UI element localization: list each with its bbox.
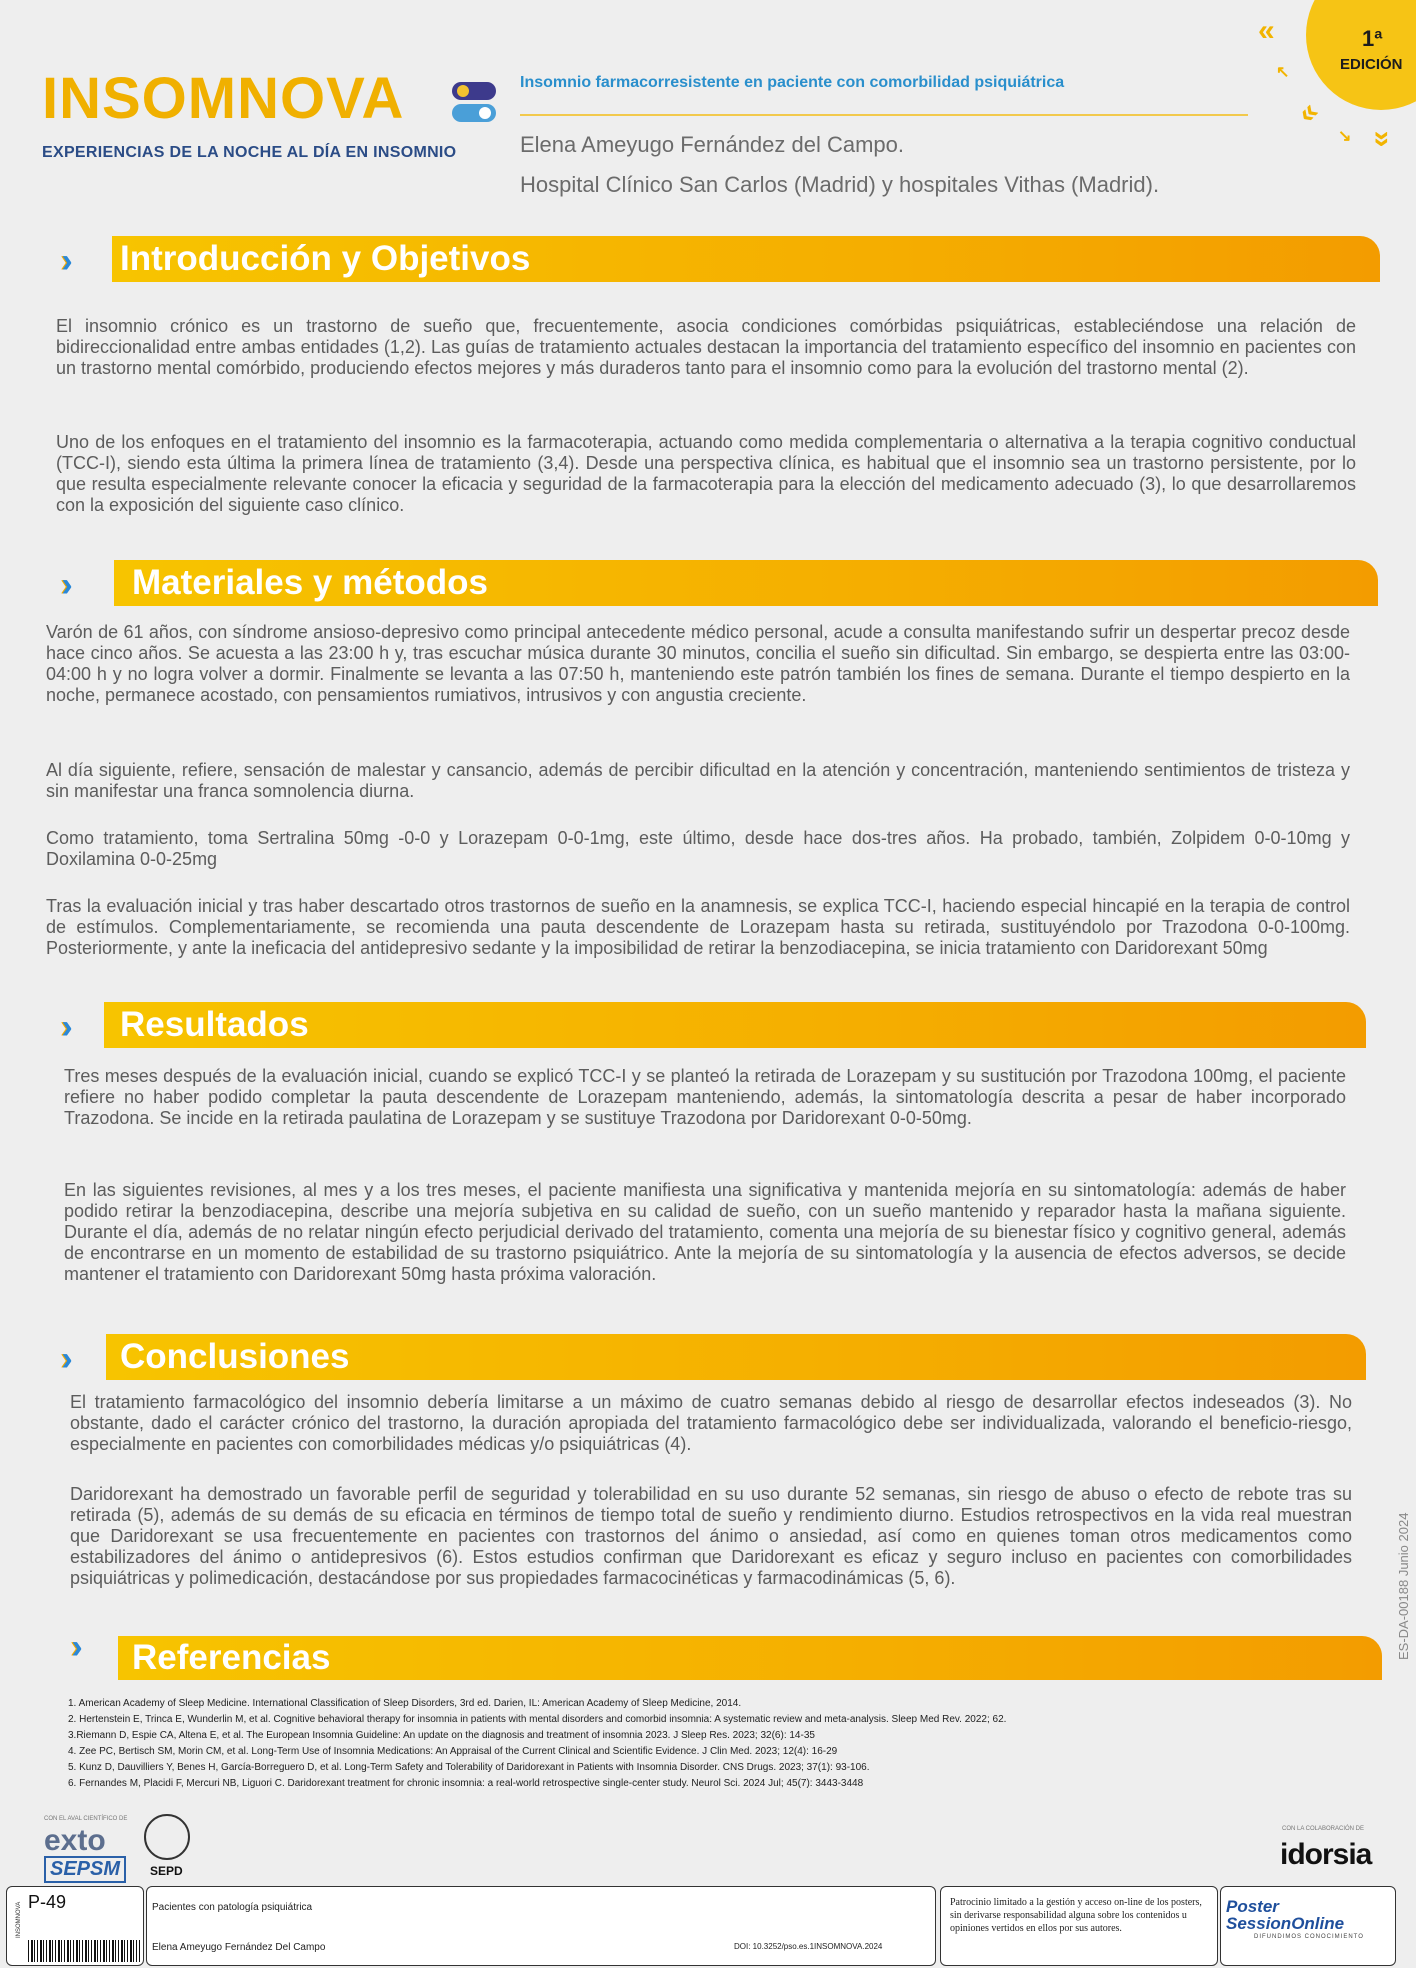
pso-logo-line1: Poster — [1226, 1897, 1279, 1916]
reference-item: 4. Zee PC, Bertisch SM, Morin CM, et al. Long-Term Use of Insomnia Medications: An Appraisal of the Current Clinical and Scientific Evidence. J Clin Med. 2023; 12(4): 16-29 — [68, 1746, 838, 1757]
conclusions-paragraph-2: Daridorexant ha demostrado un favorable perfil de seguridad y tolerabilidad en su uso durante 52 semanas, sin riesgo de abuso o efecto de rebote tras su retirada (5), además de su demás de su eficacia en términos de tiempo total de sueño y rendimiento diurno. Estudios retrospectivos en la vida real muestran que Daridorexant se usa frecuentemente en pacientes con trastornos del ánimo o ansiedad, así como en quienes toman otros medicamentos como estabilizadores del ánimo o antidepresivos (6). Estos estudios confirman que Daridorexant es eficaz y seguro incluso en pacientes con comorbilidades psiquiátricas y polimedicación, destacándose por sus propiedades farmacocinéticas y farmacodinámicas (5, 6). — [70, 1484, 1352, 1588]
conclusions-paragraph-1: El tratamiento farmacológico del insomnio debería limitarse a un máximo de cuatro semanas debido al riesgo de desarrollar efectos indeseados (3). No obstante, dado el carácter crónico del trastorno, la duración apropiada del tratamiento farmacológico debe ser individualizada, valorando el beneficio-riesgo, especialmente en pacientes con comorbilidades médicas y/o psiquiátricas (4). — [70, 1392, 1352, 1454]
sparkle-deco-icon: ↖ — [1276, 64, 1290, 81]
sepd-seal-icon — [144, 1814, 190, 1860]
double-chevron-icon: ›› — [70, 1628, 73, 1666]
chevron-left-deco-icon: « — [1258, 14, 1275, 47]
edition-badge — [1306, 0, 1416, 110]
reference-item: 2. Hertenstein E, Trinca E, Wunderlin M, et al. Cognitive behavioral therapy for insomnia in patients with mental disorders and comorbid insomnia: A systematic review and meta-analysis. Sleep Med Rev. 2022; 62. — [68, 1714, 1007, 1725]
logo-tagline: EXPERIENCIAS DE LA NOCHE AL DÍA EN INSOMNIO — [42, 144, 457, 161]
section-title-results: Resultados — [120, 1005, 309, 1044]
double-chevron-icon: ›› — [60, 242, 63, 280]
section-title-intro: Introducción y Objetivos — [120, 239, 531, 278]
barcode-icon — [28, 1940, 140, 1962]
references-list — [68, 1696, 1358, 1792]
edition-label: EDICIÓN — [1340, 56, 1403, 73]
methods-paragraph-3: Como tratamiento, toma Sertralina 50mg -0-0 y Lorazepam 0-0-1mg, este último, desde hace dos-tres años. Ha probado, también, Zolpidem 0-0-10mg y Doxilamina 0-0-25mg — [46, 828, 1350, 869]
methods-paragraph-2: Al día siguiente, refiere, sensación de malestar y cansancio, además de percibir dificultad en la atención y concentración, manteniendo sentimientos de tristeza y sin manifestar una franca somnolencia diurna. — [46, 760, 1350, 801]
aval-label: CON EL AVAL CIENTÍFICO DE — [44, 1816, 128, 1822]
sepsm-logo-bottom: SEPSM — [44, 1856, 126, 1883]
intro-paragraph-1: El insomnio crónico es un trastorno de sueño que, frecuentemente, asocia condiciones comórbidas psiquiátricas, estableciéndose una relación de bidireccionalidad entre ambas entidades (1,2). Las guías de tratamiento actuales destacan la importancia del tratamiento específico del insomnio en pacientes con un trastorno mental comórbido, produciendo efectos mejores y más duraderos tanto para el insomnio como para la evolución del trastorno mental (2). — [56, 316, 1356, 378]
methods-paragraph-4: Tras la evaluación inicial y tras haber descartado otros trastornos de sueño en la anamnesis, se explica TCC-I, haciendo especial hincapié en la terapia de control de estímulos. Complementariamente, se recomienda una pauta descendente de Lorazepam hasta su retirada, sustituyéndolo por Trazodona 0-0-100mg. Posteriormente, y ante la ineficacia del antidepresivo sedante y la imposibilidad de retirar la benzodiacepina, se inicia tratamiento con Daridorexant 50mg — [46, 896, 1350, 958]
sepsm-logo — [44, 1826, 126, 1883]
footer-doi[interactable]: DOI: 10.3252/pso.es.1INSOMNOVA.2024 — [734, 1942, 883, 1951]
reference-item: 6. Fernandes M, Placidi F, Mercuri NB, Liguori C. Daridorexant treatment for chronic insomnia: a real-world retrospective single-center study. Neurol Sci. 2024 Jul; 45(7): 3443-3448 — [68, 1778, 864, 1789]
methods-paragraph-1: Varón de 61 años, con síndrome ansioso-depresivo como principal antecedente médico personal, acude a consulta manifestando sufrir un despertar precoz desde hace cinco años. Se acuesta a las 23:00 h y, tras escuchar música durante 30 minutos, concilia el sueño sin dificultad. Sin embargo, se despierta entre las 03:00-04:00 h y no logra volver a dormir. Finalmente se levanta a las 07:50 h, manteniendo este patrón también los fines de semana. Durante el tiempo despierto en la noche, permanece acostado, con pensamientos rumiativos, intrusivos y con angustia creciente. — [46, 622, 1350, 705]
footer-side-label: INSOMNOVA — [16, 1901, 22, 1938]
collaboration-label: CON LA COLABORACIÓN DE — [1282, 1826, 1365, 1832]
double-chevron-icon: ›› — [60, 566, 63, 604]
author-name: Elena Ameyugo Fernández del Campo. — [520, 132, 905, 157]
affiliation: Hospital Clínico San Carlos (Madrid) y hospitales Vithas (Madrid). — [520, 172, 1160, 197]
results-paragraph-1: Tres meses después de la evaluación inicial, cuando se explicó TCC-I y se planteó la retirada de Lorazepam y su sustitución por Trazodona 100mg, el paciente refiere no haber podido completar la pauta descendente de Lorazepam manteniendo, además, la sintomatología descrita a pesar de haber incorporado Trazodona. Se incide en la retirada paulatina de Lorazepam y se sustituye Trazodona por Daridorexant 0-0-50mg. — [64, 1066, 1346, 1128]
double-chevron-icon: ›› — [60, 1008, 63, 1046]
idorsia-logo: idorsia — [1280, 1838, 1372, 1871]
footer-info-box — [146, 1886, 936, 1966]
poster-number: P-49 — [28, 1892, 67, 1912]
reference-item: 3.Riemann D, Espie CA, Altena E, et al. The European Insomnia Guideline: An update on the diagnosis and treatment of insomnia 2023. J Sleep Res. 2023; 32(6): 14-35 — [68, 1730, 815, 1741]
logo-word: INSOMNOVA — [42, 66, 405, 131]
sparkle-deco-icon: ↘ — [1338, 128, 1352, 145]
pso-logo-line2: SessionOnline — [1226, 1914, 1345, 1933]
insomnova-logo — [42, 66, 462, 170]
section-title-conclusions: Conclusiones — [120, 1337, 350, 1376]
chevron-down-deco-icon: » — [1366, 130, 1400, 148]
section-title-methods: Materiales y métodos — [132, 563, 488, 602]
moon-toggle-icon — [450, 78, 500, 126]
title-divider — [520, 114, 1248, 116]
footer-author: Elena Ameyugo Fernández Del Campo — [152, 1942, 326, 1953]
chevron-corner-deco-icon: « — [1290, 95, 1326, 131]
intro-paragraph-2: Uno de los enfoques en el tratamiento del insomnio es la farmacoterapia, actuando como medida complementaria o alternativa a la terapia cognitivo conductual (TCC-I), siendo esta última la primera línea de tratamiento (3,4). Desde una perspectiva clínica, es habitual que el insomnio sea un trastorno persistente, por lo que resulta especialmente relevante conocer la eficacia y seguridad de la farmacoterapia para la elección del medicamento adecuado (3), lo que desarrollaremos con la exposición del siguiente caso clínico. — [56, 432, 1356, 515]
footer-category: Pacientes con patología psiquiátrica — [152, 1902, 313, 1913]
pso-logo — [1226, 1898, 1344, 1932]
sepd-logo-text: SEPD — [150, 1864, 183, 1878]
sepsm-logo-top: exto — [44, 1824, 106, 1857]
poster-title: Insomnio farmacorresistente en paciente con comorbilidad psiquiátrica — [520, 74, 1065, 91]
footer-disclaimer: Patrocinio limitado a la gestión y acceso on-line de los posters, sin derivarse responsabilidad alguna sobre los contenidos u opiniones vertidos en ellos por sus autores. — [950, 1897, 1202, 1934]
double-chevron-icon: ›› — [60, 1340, 63, 1378]
results-paragraph-2: En las siguientes revisiones, al mes y a los tres meses, el paciente manifiesta una significativa y mantenida mejoría en su sintomatología: además de haber podido retirar la benzodiacepina, describe una mejoría subjetiva en su calidad de sueño, con un sueño mantenido y reparador hasta la mañana siguiente. Durante el día, además de no relatar ningún efecto perjudicial derivado del tratamiento, comenta una mejoría de su bienestar físico y cognitivo general, además de encontrarse en un momento de estabilidad de su trastorno psiquiátrico. Ante la mejoría de su sintomatología y la ausencia de efectos adversos, se decide mantener el tratamiento con Daridorexant 50mg hasta próxima valoración. — [64, 1180, 1346, 1284]
edition-number: 1ª — [1362, 26, 1383, 51]
reference-item: 1. American Academy of Sleep Medicine. International Classification of Sleep Disorders, 3rd ed. Darien, IL: American Academy of Sleep Medicine, 2014. — [68, 1698, 742, 1709]
section-title-references: Referencias — [132, 1638, 331, 1677]
reference-item: 5. Kunz D, Dauvilliers Y, Benes H, García-Borreguero D, et al. Long-Term Safety and Tolerability of Daridorexant in Patients with Insomnia Disorder. CNS Drugs. 2023; 37(1): 93-106. — [68, 1762, 870, 1773]
document-code: ES-DA-00188 Junio 2024 — [1396, 1512, 1411, 1660]
pso-subtitle: DIFUNDIMOS CONOCIMIENTO — [1254, 1934, 1364, 1940]
